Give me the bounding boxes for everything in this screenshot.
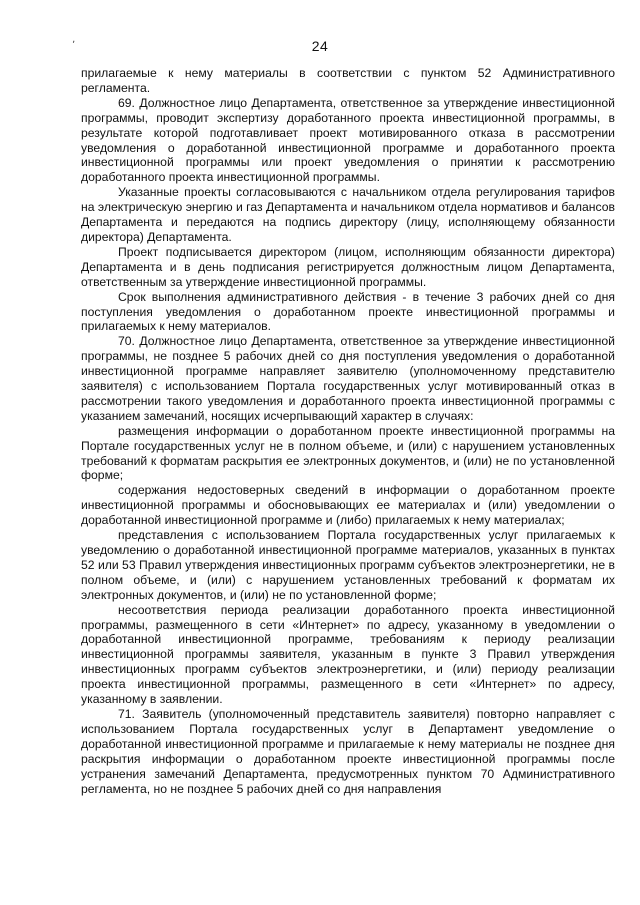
paragraph-continuation: прилагаемые к нему материалы в соответствии с пунктом 52 Административного регламента. — [81, 66, 615, 95]
paragraph-70: 70. Должностное лицо Департамента, ответственное за утверждение инвестиционной программы, не позднее 5 рабочих дней со дня поступления уведомления о доработанной инвестиционной программе направляет заявителю (уполномоченному представителю заявителя) с использованием Портала государственных услуг мотивированный отказ в рассмотрении такого уведомления и доработанного проекта инвестиционной программы с указанием замечаний, носящих исчерпывающий характер в случаях: — [81, 334, 615, 423]
paragraph-approval: Указанные проекты согласовываются с начальником отдела регулирования тарифов на электрическую энергию и газ Департамента и начальником отдела нормативов и балансов Департамента и передаются на подпись директору (лицу, исполняющему обязанности директора) Департамента. — [81, 185, 615, 244]
page-number: 24 — [311, 38, 329, 54]
paragraph-deadline: Срок выполнения административного действия - в течение 3 рабочих дней со дня поступления уведомления о доработанном проекте инвестиционной программы и прилагаемых к нему материалов. — [81, 289, 615, 334]
case-item-2: содержания недостоверных сведений в информации о доработанном проекте инвестиционной программы и обосновывающих ее материалах и (или) уведомлении о доработанной инвестиционной программе и (либо) прилагаемых к нему материалах; — [81, 483, 615, 528]
case-item-3: представления с использованием Портала государственных услуг прилагаемых к уведомлению о доработанной инвестиционной программе материалов, указанных в пунктах 52 или 53 Правил утверждения инвестиционных программ субъектов электроэнергетики, не в полном объеме, и (или) с нарушением установленных требований к форматам их электронных документов, и (или) не по установленной форме; — [81, 528, 615, 602]
paragraph-signing: Проект подписывается директором (лицом, исполняющим обязанности директора) Департамента и в день подписания регистрируется должностным лицом Департамента, ответственным за утверждение инвестиционной программы. — [81, 244, 615, 289]
case-item-4: несоответствия периода реализации доработанного проекта инвестиционной программы, размещенного в сети «Интернет» по адресу, указанному в уведомлении о доработанной инвестиционной программе, требованиям к периоду реализации инвестиционной программы заявителя, указанным в пункте 3 Правил утверждения инвестиционных программ субъектов электроэнергетики, и (или) периоду реализации проекта инвестиционной программы, размещенного в сети «Интернет» по адресу, указанному в заявлении. — [81, 602, 615, 707]
document-body — [81, 66, 615, 796]
scan-mark: ٬ — [72, 40, 76, 51]
paragraph-69: 69. Должностное лицо Департамента, ответственное за утверждение инвестиционной программы, проводит экспертизу доработанного проекта инвестиционной программы, в результате которой подготавливает проект мотивированного отказа в рассмотрении уведомления о доработанной инвестиционной программе и доработанного проекта инвестиционной программы или проект уведомления о принятии к рассмотрению доработанного проекта инвестиционной программы. — [81, 95, 615, 185]
case-item-1: размещения информации о доработанном проекте инвестиционной программы на Портале государственных услуг не в полном объеме, и (или) с нарушением установленных требований к форматам раскрытия ее электронных документов, и (или) не по установленной форме; — [81, 423, 615, 483]
paragraph-71: 71. Заявитель (уполномоченный представитель заявителя) повторно направляет с использованием Портала государственных услуг в Департамент уведомление о доработанной инвестиционной программе и прилагаемые к нему материалы не позднее дня раскрытия информации о доработанном проекте инвестиционной программы после устранения замечаний Департамента, предусмотренных пунктом 70 Административного регламента, но не позднее 5 рабочих дней со дня направления — [81, 706, 615, 796]
